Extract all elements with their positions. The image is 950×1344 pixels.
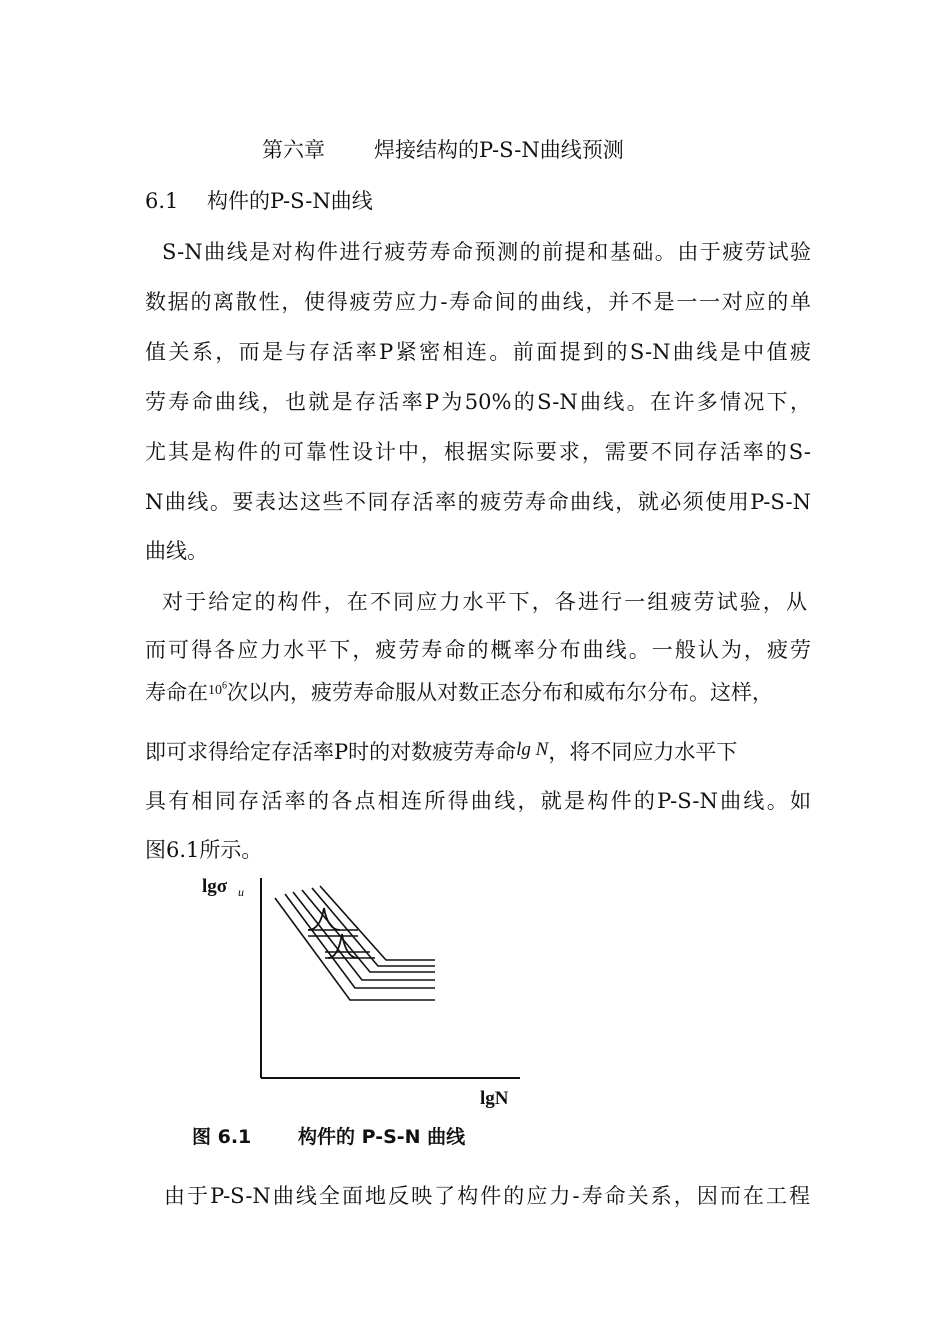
chapter-heading <box>262 136 624 164</box>
lgN-math: lg N <box>516 739 549 760</box>
section-heading <box>145 187 373 215</box>
paragraph-3-line-1: 由于P-S-N曲线全面地反映了构件的应力-寿命关系，因而在工程 <box>164 1184 810 1208</box>
paragraph-2-line-6: 图6.1所示。 <box>145 838 263 862</box>
paragraph-1-line-6: N曲线。要表达这些不同存活率的疲劳寿命曲线，就必须使用P-S-N <box>145 490 811 514</box>
paragraph-1-line-3: 值关系，而是与存活率P紧密相连。前面提到的S-N曲线是中值疲 <box>145 340 811 364</box>
paragraph-2-line-2: 而可得各应力水平下，疲劳寿命的概率分布曲线。一般认为，疲劳 <box>145 638 811 662</box>
paragraph-1-line-2: 数据的离散性，使得疲劳应力-寿命间的曲线，并不是一一对应的单 <box>145 290 811 314</box>
psn-curves <box>275 886 435 1000</box>
y-axis-subscript: u <box>238 885 244 899</box>
figure-caption-text: 构件的 P-S-N 曲线 <box>298 1126 466 1148</box>
figure-psn-curve <box>190 868 530 1158</box>
section-title: 构件的P-S-N曲线 <box>207 189 373 213</box>
paragraph-2-line-1: 对于给定的构件，在不同应力水平下，各进行一组疲劳试验，从 <box>162 590 807 614</box>
paragraph-2-line-4: 即可求得给定存活率P时的对数疲劳寿命lg N，将不同应力水平下 <box>145 739 738 764</box>
y-axis-label: lgσ <box>202 876 228 897</box>
paragraph-1-line-1: S-N曲线是对构件进行疲劳寿命预测的前提和基础。由于疲劳试验 <box>162 240 811 264</box>
psn-curve-diagram <box>190 868 530 1158</box>
power-ten: 106 <box>208 680 227 698</box>
section-number: 6.1 <box>145 189 179 213</box>
chapter-title: 焊接结构的P-S-N曲线预测 <box>374 138 624 162</box>
chapter-number: 第六章 <box>262 138 325 162</box>
paragraph-1-line-5: 尤其是构件的可靠性设计中，根据实际要求，需要不同存活率的S- <box>145 440 811 464</box>
paragraph-2-line-5: 具有相同存活率的各点相连所得曲线，就是构件的P-S-N曲线。如 <box>145 789 811 813</box>
paragraph-2-line-3: 寿命在$^{10^6}$次以内，疲劳寿命服从对数正态分布和威布尔分布。这样， <box>145 680 773 705</box>
paragraph-1-line-4: 劳寿命曲线，也就是存活率P为50%的S-N曲线。在许多情况下， <box>145 390 811 414</box>
figure-caption-number: 图 6.1 <box>192 1126 252 1148</box>
x-axis-label: lgN <box>480 1088 509 1109</box>
paragraph-1-line-7: 曲线。 <box>145 539 208 563</box>
distribution-upper <box>308 908 340 930</box>
